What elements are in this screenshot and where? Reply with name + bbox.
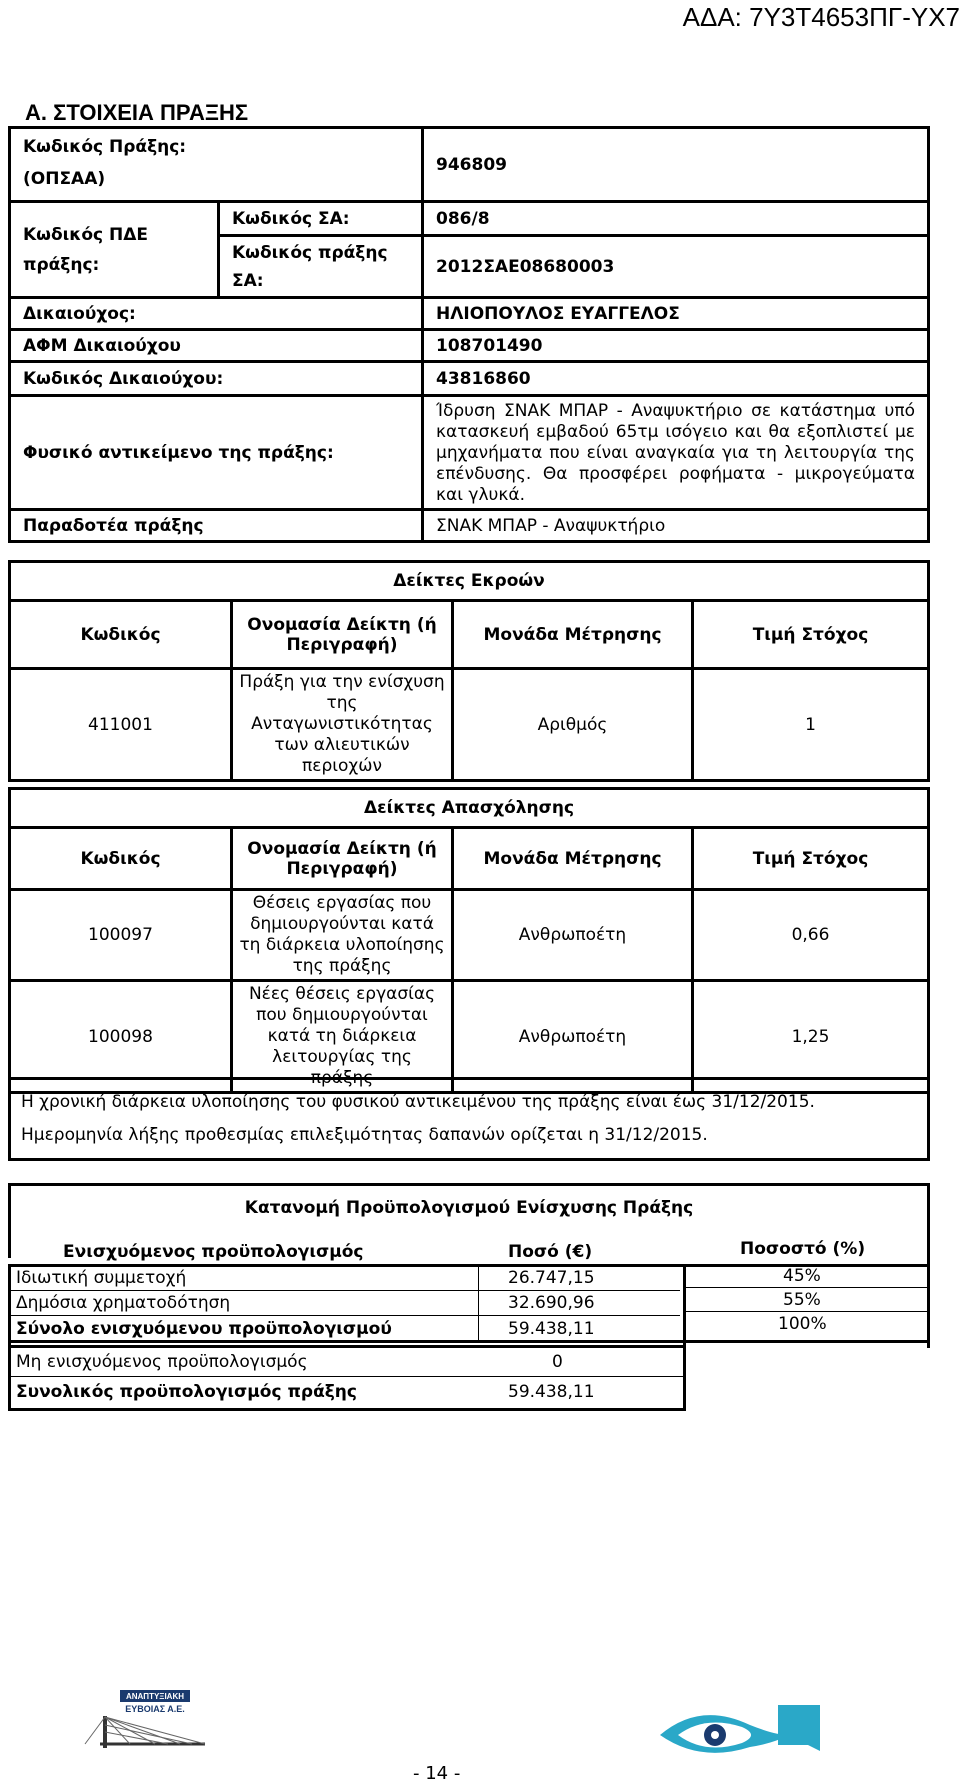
header-code: Κωδικός xyxy=(10,828,232,890)
pde-code-label-1: Κωδικός ΠΔΕ xyxy=(23,224,149,245)
budget-title: Κατανομή Προϋπολογισμού Ενίσχυσης Πράξης xyxy=(244,1198,694,1218)
budget-pct-line xyxy=(683,1287,927,1288)
logo-text-1: ΑΝΑΠΤΥΞΙΑΚΗ xyxy=(125,1692,185,1701)
logo-text-2: ΕΥΒΟΙΑΣ Α.Ε. xyxy=(125,1704,185,1714)
budget-mid-line xyxy=(11,1376,683,1377)
indicator-target: 1,25 xyxy=(693,981,929,1093)
beneficiary-label: Δικαιούχος: xyxy=(10,298,423,330)
budget-pct-line xyxy=(683,1311,927,1312)
budget-pct-line xyxy=(683,1264,927,1265)
project-code-label-cell xyxy=(10,128,423,202)
header-unit: Μονάδα Μέτρησης xyxy=(453,828,693,890)
header-target: Τιμή Στόχος xyxy=(693,601,929,669)
fish-eye-logo-icon xyxy=(660,1705,820,1763)
implementation-duration-text: Η χρονική διάρκεια υλοποίησης του φυσικού αντικειμένου της πράξης είναι έως 31/12/2015. xyxy=(21,1092,815,1112)
indicator-code: 100098 xyxy=(10,981,232,1093)
budget-row-percent: 55% xyxy=(783,1290,821,1310)
beneficiary-code-value: 43816860 xyxy=(423,362,929,396)
project-code-value: 946809 xyxy=(423,128,929,202)
afm-label: ΑΦΜ Δικαιούχου xyxy=(10,330,423,362)
indicator-name: Νέες θέσεις εργασίας που δημιουργούνται κατά τη διάρκεια λειτουργίας της πράξης xyxy=(232,981,453,1093)
project-info-table xyxy=(8,126,930,543)
indicator-unit: Ανθρωποέτη xyxy=(453,890,693,981)
employment-indicators-table xyxy=(8,787,930,1094)
header-unit: Μονάδα Μέτρησης xyxy=(453,601,693,669)
page-number: - 14 - xyxy=(413,1763,461,1784)
header-target: Τιμή Στόχος xyxy=(693,828,929,890)
sa-code-value: 086/8 xyxy=(423,202,929,236)
pde-code-label-2: πράξης: xyxy=(23,254,100,275)
budget-header-label: Ενισχυόμενος προϋπολογισμός xyxy=(63,1242,364,1262)
indicator-code: 411001 xyxy=(10,669,232,781)
opsaa-label: (ΟΠΣΑΑ) xyxy=(23,169,106,189)
budget-total-percent: 100% xyxy=(778,1314,827,1334)
budget-total-underline xyxy=(8,1340,930,1343)
dates-box-cell xyxy=(10,1079,929,1160)
budget-header-percent: Ποσοστό (%) xyxy=(740,1239,866,1259)
budget-row-amount: 32.690,96 xyxy=(508,1293,595,1313)
project-code-label: Κωδικός Πράξης: xyxy=(23,137,187,157)
project-sa-code-label-2: ΣΑ: xyxy=(232,270,264,291)
header-name: Ονομασία Δείκτη (ή Περιγραφή) xyxy=(232,601,453,669)
table-row xyxy=(10,981,929,1093)
eligibility-deadline-text: Ημερομηνία λήξης προθεσμίας επιλεξιμότητας δαπανών ορίζεται η 31/12/2015. xyxy=(21,1125,708,1145)
beneficiary-value: ΗΛΙΟΠΟΥΛΟΣ ΕΥΑΓΓΕΛΟΣ xyxy=(423,298,929,330)
project-total-value: 59.438,11 xyxy=(508,1382,595,1402)
deliverables-label: Παραδοτέα πράξης xyxy=(10,510,423,542)
indicator-unit: Ανθρωποέτη xyxy=(453,981,693,1093)
physical-object-value: Ίδρυση ΣΝΑΚ ΜΠΑΡ - Αναψυκτήριο σε κατάστημα υπό κατασκευή εμβαδού 65τμ ισόγειο και θα εξοπλιστεί με μηχανήματα που είναι αναγκαία για τη λειτουργία της επένδυσης. Θα προσφέρει ροφήματα - μικρογεύματα και γλυκά. xyxy=(423,396,929,510)
budget-row-label: Ιδιωτική συμμετοχή xyxy=(16,1268,187,1288)
indicator-target: 1 xyxy=(693,669,929,781)
project-sa-code-value: 2012ΣΑΕ08680003 xyxy=(423,236,929,298)
table-row xyxy=(10,890,929,981)
indicator-name: Πράξη για την ενίσχυση της Ανταγωνιστικότητας των αλιευτικών περιοχών xyxy=(232,669,453,781)
budget-total-label: Σύνολο ενισχυόμενου προϋπολογισμού xyxy=(16,1319,392,1339)
budget-col-line xyxy=(478,1264,479,1340)
indicator-code: 100097 xyxy=(10,890,232,981)
physical-object-label: Φυσικό αντικείμενο της πράξης: xyxy=(10,396,423,510)
budget-row-line xyxy=(8,1315,680,1316)
table-row xyxy=(10,669,929,781)
header-name: Ονομασία Δείκτη (ή Περιγραφή) xyxy=(232,828,453,890)
header-code: Κωδικός xyxy=(10,601,232,669)
non-eligible-label: Μη ενισχυόμενος προϋπολογισμός xyxy=(16,1352,308,1372)
budget-row-label: Δημόσια χρηματοδότηση xyxy=(16,1293,231,1313)
output-indicators-caption: Δείκτες Εκροών xyxy=(10,562,929,601)
budget-row-amount: 26.747,15 xyxy=(508,1268,595,1288)
sa-code-label: Κωδικός ΣΑ: xyxy=(219,202,423,236)
non-eligible-box xyxy=(8,1345,686,1411)
budget-total-amount: 59.438,11 xyxy=(508,1319,595,1339)
section-title: Α. ΣΤΟΙΧΕΙΑ ΠΡΑΞΗΣ xyxy=(25,100,249,125)
indicator-unit: Αριθμός xyxy=(453,669,693,781)
non-eligible-value: 0 xyxy=(552,1352,563,1372)
budget-row-line xyxy=(8,1290,680,1291)
ada-header: ΑΔΑ: 7Υ3Τ4653ΠΓ-ΥΧ7 xyxy=(682,2,960,32)
beneficiary-code-label: Κωδικός Δικαιούχου: xyxy=(10,362,423,396)
bridge-logo-icon xyxy=(80,1690,210,1750)
employment-indicators-caption: Δείκτες Απασχόλησης xyxy=(10,789,929,828)
budget-row-percent: 45% xyxy=(783,1266,821,1286)
indicator-name: Θέσεις εργασίας που δημιουργούνται κατά τη διάρκεια υλοποίησης της πράξης xyxy=(232,890,453,981)
indicator-target: 0,66 xyxy=(693,890,929,981)
budget-header-amount: Ποσό (€) xyxy=(508,1242,593,1262)
afm-value: 108701490 xyxy=(423,330,929,362)
project-sa-code-label-1: Κωδικός πράξης xyxy=(232,242,388,263)
project-total-label: Συνολικός προϋπολογισμός πράξης xyxy=(16,1382,357,1402)
pde-code-label-cell xyxy=(10,202,219,298)
project-sa-code-label-cell xyxy=(219,236,423,298)
dates-box xyxy=(8,1077,930,1161)
deliverables-value: ΣΝΑΚ ΜΠΑΡ - Αναψυκτήριο xyxy=(423,510,929,542)
output-indicators-table xyxy=(8,560,930,782)
